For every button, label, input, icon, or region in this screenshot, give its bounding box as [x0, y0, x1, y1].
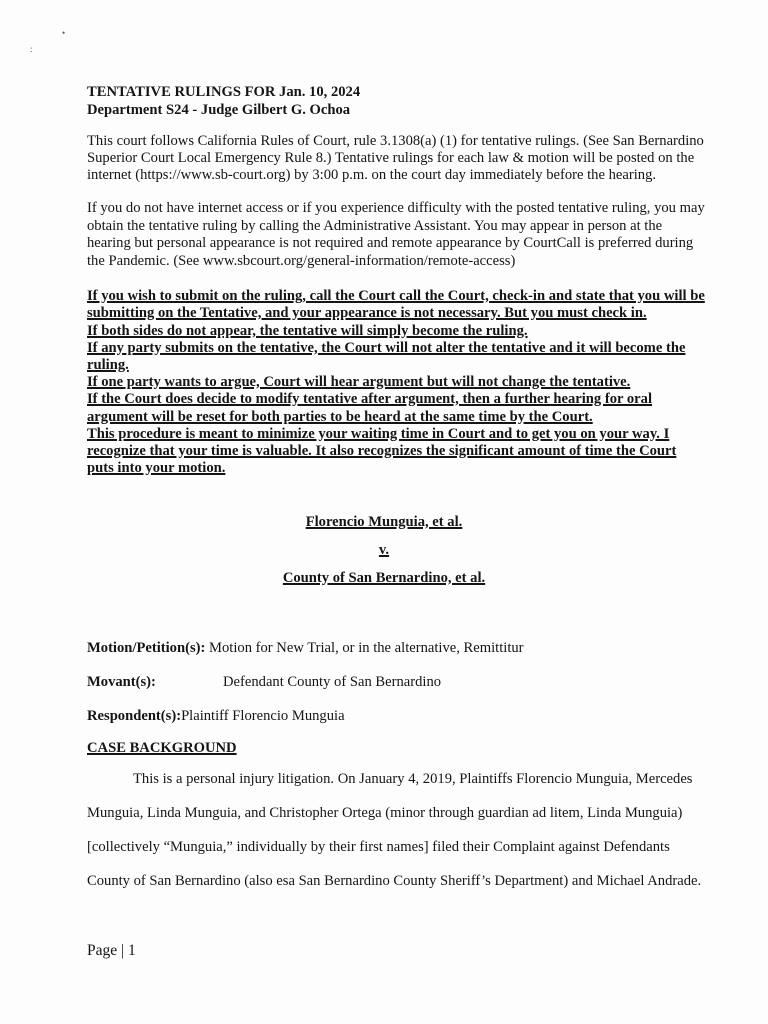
scan-speck: : [30, 44, 33, 54]
motion-label: Motion/Petition(s): [87, 640, 206, 656]
instruction-line: If you wish to submit on the ruling, call the Court call the Court, check-in and state that you will be [87, 288, 705, 304]
motion-value: Motion for New Trial, or in the alternative, Remittitur [209, 640, 524, 656]
text-line: If you do not have internet access or if you experience difficulty with the posted tentative ruling, you may [87, 200, 705, 216]
page-number: Page | 1 [87, 942, 136, 959]
text-line: obtain the tentative ruling by calling the Administrative Assistant. You may appear in person at the [87, 218, 663, 234]
movant-label: Movant(s): [87, 674, 156, 690]
text-line: County of San Bernardino (also esa San Bernardino County Sheriff’s Department) and Michael Andrade. [87, 873, 702, 889]
defendant-name: County of San Bernardino, et al. [282, 570, 486, 586]
instruction-line: This procedure is meant to minimize your waiting time in Court and to get you on your way. I [87, 426, 670, 442]
motion-row [87, 640, 524, 657]
text-line: This court follows California Rules of Court, rule 3.1308(a) (1) for tentative rulings. (See San Bernardino [87, 133, 704, 149]
plaintiff-name: Florencio Munguia, et al. [305, 514, 463, 530]
text-line: Munguia, Linda Munguia, and Christopher Ortega (minor through guardian ad litem, Linda Munguia) [87, 805, 683, 821]
document-title: TENTATIVE RULINGS FOR Jan. 10, 2024 [87, 84, 361, 100]
instruction-line: If one party wants to argue, Court will hear argument but will not change the tentative. [87, 374, 631, 390]
case-background-heading: CASE BACKGROUND [87, 740, 237, 756]
text-line: This is a personal injury litigation. On January 4, 2019, Plaintiffs Florencio Munguia, Mercedes [133, 771, 693, 787]
instruction-line: ruling. [87, 357, 129, 373]
instruction-line: If the Court does decide to modify tentative after argument, then a further hearing for oral [87, 391, 653, 407]
text-line: the Pandemic. (See www.sbcourt.org/general-information/remote-access) [87, 253, 516, 269]
instruction-line: argument will be reset for both parties to be heard at the same time by the Court. [87, 409, 593, 425]
text-line: [collectively “Munguia,” individually by their first names] filed their Complaint against Defendants [87, 839, 670, 855]
instruction-line: recognize that your time is valuable. It also recognizes the significant amount of time the Court [87, 443, 677, 459]
instruction-line: If any party submits on the tentative, the Court will not alter the tentative and it will become the [87, 340, 686, 356]
instruction-line: puts into your motion. [87, 460, 226, 476]
versus: v. [378, 542, 390, 558]
department-line: Department S24 - Judge Gilbert G. Ochoa [87, 102, 351, 118]
respondent-value: Plaintiff Florencio Munguia [181, 708, 345, 724]
text-line: Superior Court Local Emergency Rule 8.) Tentative rulings for each law & motion will be posted on the [87, 150, 695, 166]
instruction-line: submitting on the Tentative, and your appearance is not necessary. But you must check in. [87, 305, 647, 321]
respondent-row [87, 708, 345, 725]
scan-speck: • [62, 28, 66, 38]
movant-value: Defendant County of San Bernardino [223, 674, 442, 690]
instruction-line: If both sides do not appear, the tentative will simply become the ruling. [87, 323, 528, 339]
text-line: internet (https://www.sb-court.org) by 3:00 p.m. on the court day immediately before the hearing. [87, 167, 657, 183]
respondent-label: Respondent(s): [87, 708, 182, 724]
text-line: hearing but personal appearance is not required and remote appearance by CourtCall is preferred during [87, 235, 694, 251]
